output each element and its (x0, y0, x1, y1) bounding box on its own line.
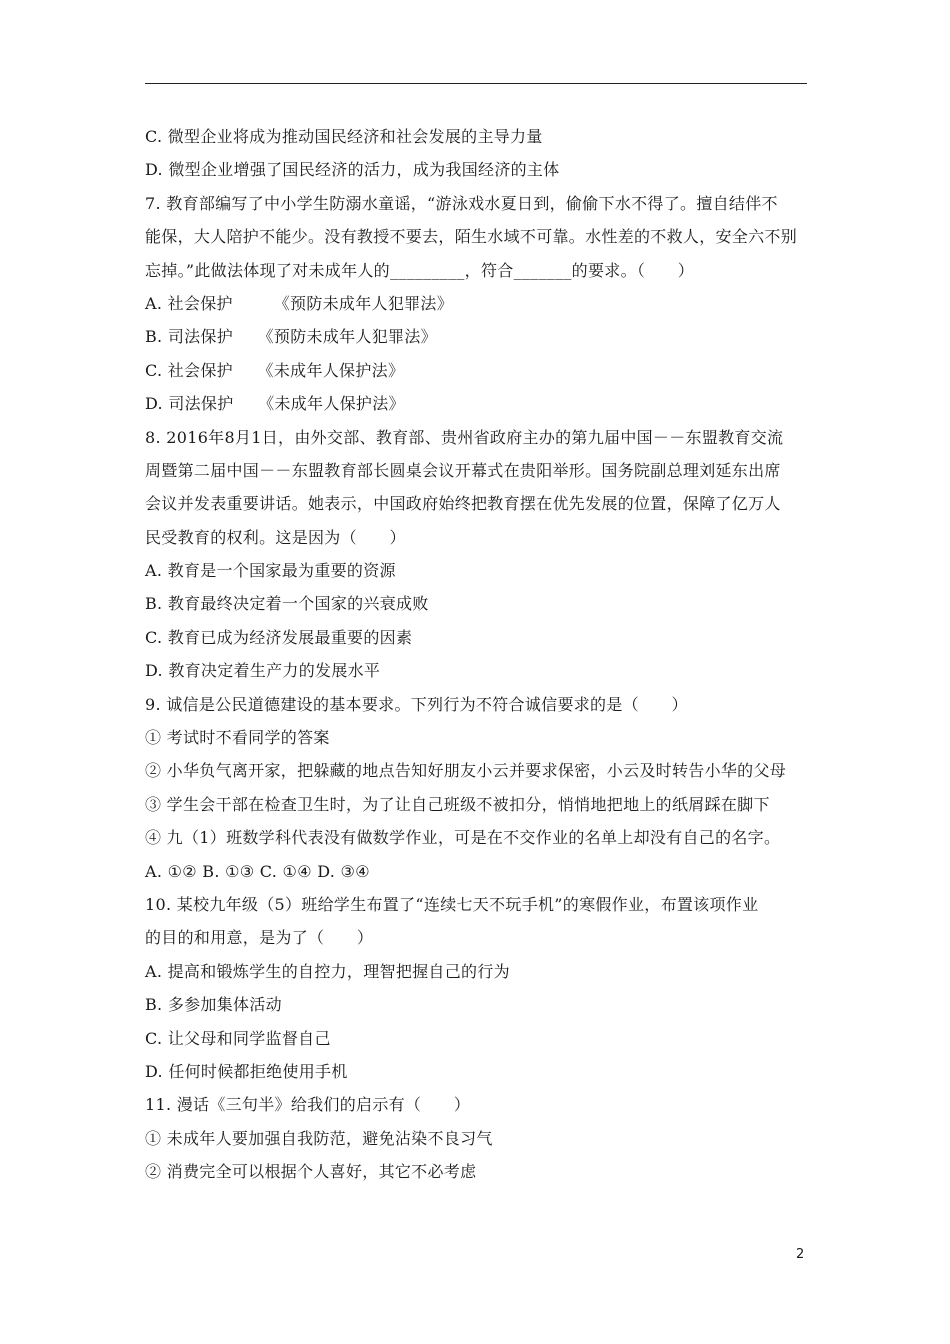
option-b: B. 教育最终决定着一个国家的兴衰成败 (145, 594, 429, 614)
question-7: 7. 教育部编写了中小学生防溺水童谣，“游泳戏水夏日到，偷偷下水不得了。擅自结伴不 (145, 193, 778, 213)
option-a: A. 社会保护 《预防未成年人犯罪法》 (145, 293, 454, 313)
statement-3: ③ 学生会干部在检查卫生时，为了让自己班级不被扣分，悄悄地把地上的纸屑踩在脚下 (145, 794, 770, 814)
option-c: C. 让父母和同学监督自己 (145, 1028, 331, 1048)
question-11: 11. 漫话《三句半》给我们的启示有（ ） (145, 1095, 471, 1115)
statement-1: ① 未成年人要加强自我防范，避免沾染不良习气 (145, 1128, 493, 1148)
text-line: 的目的和用意，是为了（ ） (145, 928, 374, 948)
text-line: 周暨第二届中国－－东盟教育部长圆桌会议开幕式在贵阳举形。国务院副总理刘延东出席 (145, 460, 781, 480)
text-line: 民受教育的权利。这是因为（ ） (145, 527, 406, 547)
statement-4: ④ 九（1）班数学科代表没有做数学作业，可是在不交作业的名单上却没有自己的名字。 (145, 828, 781, 848)
text-line: 会议并发表重要讲话。她表示，中国政府始终把教育摆在优先发展的位置，保障了亿万人 (145, 494, 781, 514)
option-b: B. 多参加集体活动 (145, 995, 282, 1015)
question-9: 9. 诚信是公民道德建设的基本要求。下列行为不符合诚信要求的是（ ） (145, 694, 688, 714)
option-a: A. 教育是一个国家最为重要的资源 (145, 561, 396, 581)
option-d: D. 任何时候都拒绝使用手机 (145, 1061, 348, 1081)
option-d: D. 教育决定着生产力的发展水平 (145, 661, 381, 681)
question-10: 10. 某校九年级（5）班给学生布置了“连续七天不玩手机”的寒假作业，布置该项作业 (145, 894, 759, 914)
statement-2: ② 消费完全可以根据个人喜好，其它不必考虑 (145, 1162, 477, 1182)
text-line: 忘掉。”此做法体现了对未成年人的_________，符合_______的要求。（ ） (145, 260, 695, 280)
option-d: D. 司法保护 《未成年人保护法》 (145, 394, 405, 414)
option-c: C. 教育已成为经济发展最重要的因素 (145, 627, 413, 647)
options-row: A. ①② B. ①③ C. ①④ D. ③④ (145, 861, 370, 881)
page-number: 2 (796, 1247, 805, 1262)
option-b: B. 司法保护 《预防未成年人犯罪法》 (145, 327, 437, 347)
question-8: 8. 2016年8月1日，由外交部、教育部、贵州省政府主办的第九届中国－－东盟教育交流 (145, 427, 784, 447)
text-line: C. 微型企业将成为推动国民经济和社会发展的主导力量 (145, 127, 543, 146)
text-line: D. 微型企业增强了国民经济的活力，成为我国经济的主体 (145, 160, 560, 180)
option-a: A. 提高和锻炼学生的自控力，理智把握自己的行为 (145, 961, 510, 981)
header-rule (145, 83, 807, 84)
option-c: C. 社会保护 《未成年人保护法》 (145, 360, 405, 380)
statement-1: ① 考试时不看同学的答案 (145, 728, 330, 748)
text-line: 能保，大人陪护不能少。没有教授不要去，陌生水域不可靠。水性差的不救人，安全六不别 (145, 227, 798, 247)
document-body (145, 120, 810, 1189)
statement-2: ② 小华负气离开家，把躲藏的地点告知好朋友小云并要求保密，小云及时转告小华的父母 (145, 761, 787, 781)
